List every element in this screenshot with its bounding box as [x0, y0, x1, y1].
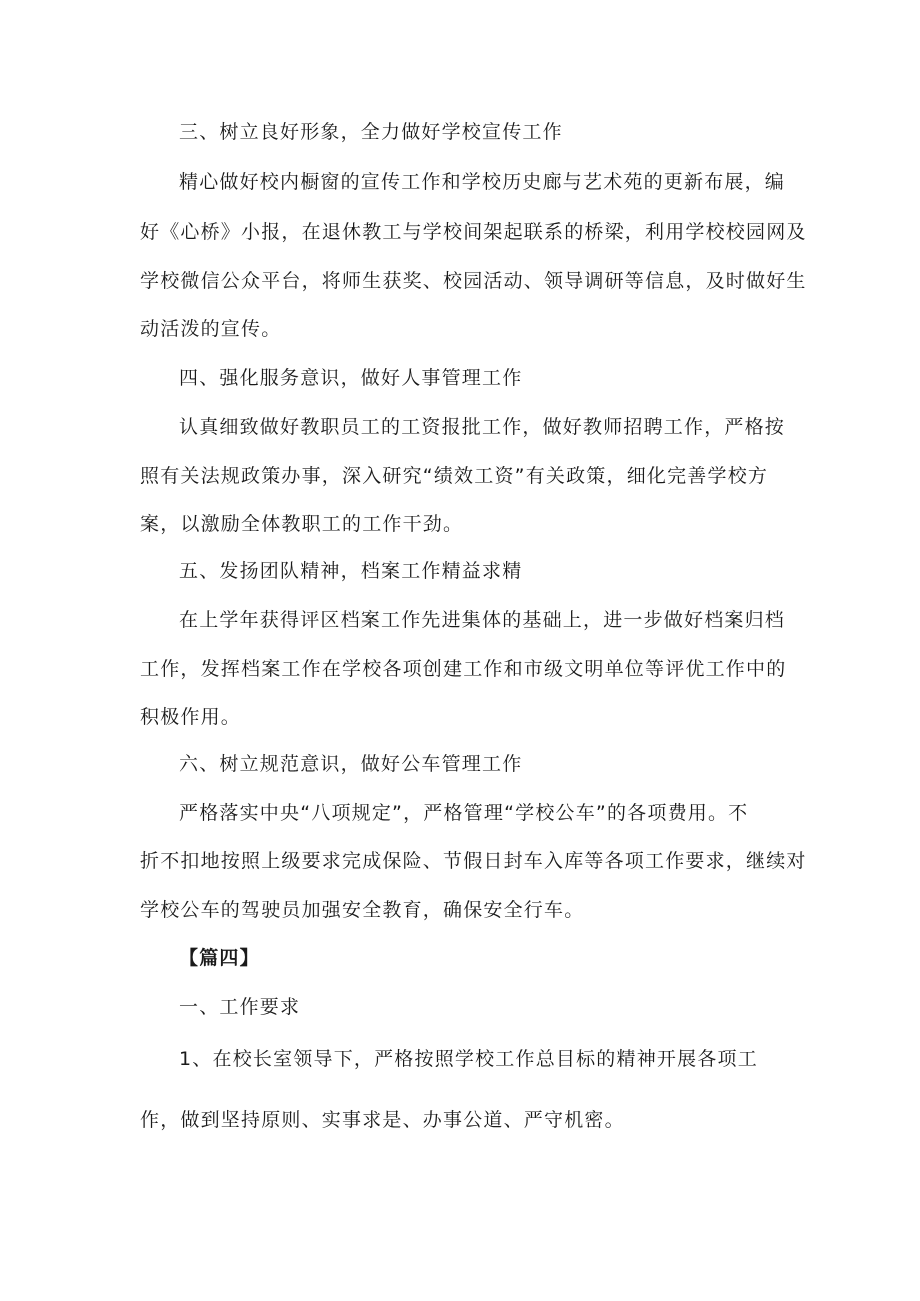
- section-5-paragraph-line-2: 工作，发挥档案工作在学校各项创建工作和市级文明单位等评优工作中的: [140, 658, 787, 680]
- section-6-paragraph-line-1: 严格落实中央“八项规定”，严格管理“学校公车”的各项费用。不: [179, 802, 749, 824]
- section-4-heading: 四、强化服务意识，做好人事管理工作: [179, 367, 523, 389]
- section-3-paragraph-line-2: 好《心桥》小报，在退休教工与学校间架起联系的桥梁，利用学校校园网及: [140, 221, 807, 243]
- section-3-paragraph-line-1: 精心做好校内橱窗的宣传工作和学校历史廊与艺术苑的更新布展，编: [179, 171, 786, 193]
- section-6-paragraph-line-3: 学校公车的驾驶员加强安全教育，确保安全行车。: [140, 899, 585, 921]
- section-3-paragraph-line-3: 学校微信公众平台，将师生获奖、校园活动、领导调研等信息，及时做好生: [140, 270, 807, 292]
- section-4-paragraph-line-3: 案，以激励全体教职工的工作干劲。: [140, 513, 464, 535]
- section-3-heading: 三、树立良好形象，全力做好学校宣传工作: [179, 121, 563, 143]
- item-1-line-2: 作，做到坚持原则、实事求是、办事公道、严守机密。: [140, 1109, 625, 1131]
- part-label: 【篇四】: [179, 947, 260, 969]
- section-6-heading: 六、树立规范意识，做好公车管理工作: [179, 753, 523, 775]
- section-6-paragraph-line-2: 折不扣地按照上级要求完成保险、节假日封车入库等各项工作要求，继续对: [140, 850, 807, 872]
- section-4-paragraph-line-2: 照有关法规政策办事，深入研究“绩效工资”有关政策，细化完善学校方: [140, 465, 769, 487]
- part-heading: 一、工作要求: [179, 996, 301, 1018]
- section-5-paragraph-line-3: 积极作用。: [140, 706, 242, 728]
- section-5-heading: 五、发扬团队精神，档案工作精益求精: [179, 560, 523, 582]
- section-5-paragraph-line-1: 在上学年获得评区档案工作先进集体的基础上，进一步做好档案归档: [179, 609, 786, 631]
- section-3-paragraph-line-4: 动活泼的宣传。: [140, 318, 282, 340]
- section-4-paragraph-line-1: 认真细致做好教职员工的工资报批工作，做好教师招聘工作，严格按: [179, 416, 786, 438]
- item-1-line-1: 1、在校长室领导下，严格按照学校工作总目标的精神开展各项工: [179, 1048, 758, 1070]
